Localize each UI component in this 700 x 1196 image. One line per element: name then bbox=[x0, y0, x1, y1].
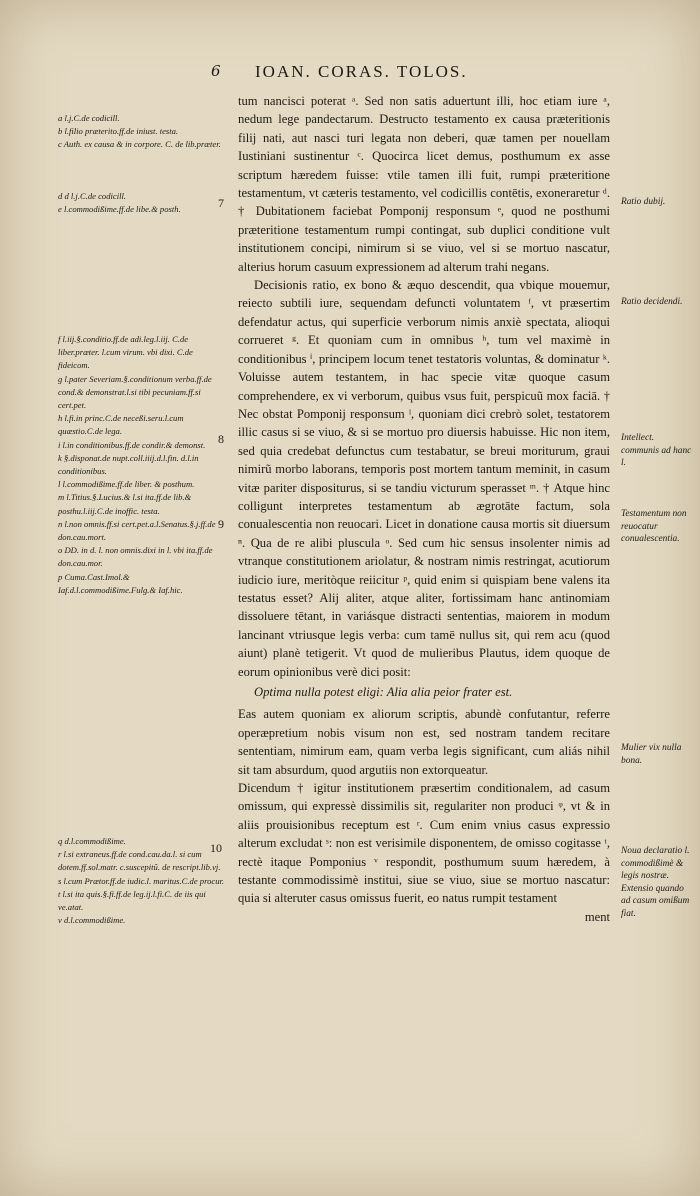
margin-heading: Intellect. communis ad hanc l. bbox=[621, 433, 692, 469]
section-number: 10 bbox=[210, 841, 222, 855]
margin-heading: Mulier vix nulla bona. bbox=[621, 743, 682, 766]
verse-quotation: Optima nulla potest eligi: Alia alia peior frater est. bbox=[254, 685, 513, 699]
running-head: IOAN. CORAS. TOLOS. bbox=[255, 62, 468, 81]
paragraph: Dicendum † igitur institutionem præsertim conditionalem, ad casum omissum, qui expressè dissimilis sit, regulariter non produci ᵠ, vt & in aliis prouisionibus receptum est ʳ. Cum enim vnius casus expressio alterum excludat ˢ: non est verisimile disponentem, de omisso cogitasse ᵗ, rectè itaque Pomponius ᵛ respondit, posthumum suum hæredem, à testante commodissimè institui, siue se viuo, siue se mortuo nascatur: quia si alteruter casus omissus fuerit, eo natus rumpit testament bbox=[238, 781, 610, 906]
margin-heading: Testamentum non reuocatur conualescentia. bbox=[621, 509, 687, 545]
margin-note-group: f l.iij.§.conditio.ff.de adi.leg.l.iij. C.de liber.præter. l.cum virum. vbi dixi. C.de fideicom. g l.pater Severiam.§.conditionum verba.ff.de cond.& demonstrat.l.si tibi pecuniam.ff.si cert.pet. h l.fi.in princ.C.de neceßi.seru.l.cum quæstio.C.de lega. i l.in conditionibus.ff.de condir.& demonst. k §.disponat.de nupt.coll.iiij.d.l.fin. d.l.in conditionibus. l l.commodißime.ff.de liber. & posthum. m l.Titius.§.Lucius.& l.si ita.ff.de lib.& posthu.l.iij.C.de inoffic. testa. n l.non omnis.ff.si cert.pet.a.l.Senatus.§.j.ff.de don.cau.mort. o DD. in d. l. non omnis.dixi in l. vbi ita.ff.de don.cau.mor. p Cuma.Cast.Imol.& Iaf.d.l.commodißime.Fulg.& Iaf.hic. bbox=[58, 334, 216, 595]
paragraph: tum nancisci poterat ᵃ. Sed non satis aduertunt illi, hoc etiam iure ᵃ, nedum lege pandectarum. Destructo testamento ex causa præteritionis filij nati, aut nasci turi legata non deberi, quæ tamen per nouellam Iustiniani sustinentur ᶜ. Quocirca licet demus, posthumum ex asse scriptum hæredem fuisse: vtile tamen illi fuit, rumpi præteritione testamentum, vt cæteris testamento, vel codicillis contētis, exoneraretur ᵈ. † Dubitationem faciebat Pomponij responsum ᵉ, quod ne posthumi præteritione testamentum rumpi contingat, sub duplici conditione vult institutionem concipi, nimirum si se viuo, vel si se mortuo nascatur, alterius horum casuum expressionem ad alterum trahi negans. bbox=[238, 94, 610, 274]
margin-heading: Ratio dubij. bbox=[621, 197, 666, 207]
catchword: ment bbox=[584, 909, 610, 924]
folio-number: 6 bbox=[211, 62, 221, 80]
margin-note-group: q d.l.commodißime. r l.si extraneus.ff.de cond.cau.da.l. si cum dotem.ff.sol.matr. c.suscepitũ. de rescript.lib.vj. s l.cum Prætor.ff.de iudic.l. maritus.C.de procur. t l.si ita quis.§.fi.ff.de leg.ij.l.fi.C. de iis qui ve.atat. v d.l.commodißime. bbox=[58, 836, 225, 926]
section-number: 7 bbox=[218, 196, 224, 210]
section-number: 9 bbox=[218, 517, 224, 531]
paragraph: Eas autem quoniam ex aliorum scriptis, abundè confutantur, referre operæpretium nobis visum non est, sed nostram tandem recitare sententiam, nimirum eam, quam verba legis significant, cum aliás nihil sit tam absurdum, quod argutiis non extorqueatur. bbox=[238, 707, 610, 777]
margin-note-group: d d l.j.C.de codicill. e l.commodißime.ff.de libe.& posth. bbox=[58, 191, 181, 215]
section-number: 8 bbox=[218, 432, 224, 446]
margin-heading: Noua declaratio l. commodißimè & legis nostræ. Extensio quando ad casum omißum fiat. bbox=[621, 846, 690, 919]
main-text-column bbox=[238, 92, 610, 926]
paragraph: Decisionis ratio, ex bono & æquo descendit, qua vbique mouemur, reiecto subtili iure, sequendam defuncti voluntatem ᶠ, vt præsertim defendatur actus, qui superficie verborum nimis anxiè spectata, alioqui corrueret ᵍ. Et quoniam cum in omnibus ʰ, tum vel maximè in conditionibus ⁱ, principem locum tenet testatoris voluntas, & dominatur ᵏ. Voluisse autem testantem, in hac specie vitæ quoque casum comprehendere, ex vi verborum, quibus vsus fuit, perspicuũ mox faciā. † Nec obstat Pomponij responsum ˡ, quoniam dici crebrò solet, testatorem illic casus si se viuo, & si se mortuo pro diuersis habuisse. Hic non item, sed quia credebat defunctus cum testabatur, se breui moriturum, graui nimirũ morbo laborans, temporis post mortem tantum meminit, in casum vitæ pariter dispositurus, si se tandiu victurum sperasset ᵐ. † Atque hinc colligunt interpretes testamentum ab ægrotāte factum, sola conualescentia non reuocari. Licet in donatione causa mortis sit diuersum ⁿ. Qua de re alibi pluscula ᵒ. Sed cum hic sensus insolenter nimis ad vtranque constitutionem ariolatur, & nostram nimis restringat, acutiorum iudicio iure, meritòque reiicitur ᵖ, quid enim si quispiam bene valens ita testatus esset? Alij aliter, atque aliter, fortissimam hanc antinomiam dissoluere tētant, in variásque distracti sententias, maiorem in modum lancinant vtriusque legis verba: cum tamē nullus sit, qui rem acu (quod aiunt) planè tetigerit. Vt quod de mulieribus Plautus, idem quoque de eorum opinionibus verè dici posit: bbox=[238, 278, 610, 679]
margin-note-group: a l.j.C.de codicill. b l.filio præterito.ff.de iniust. testa. c Auth. ex causa & in corpore. C. de lib.præter. bbox=[58, 113, 221, 150]
margin-heading: Ratio decidendi. bbox=[621, 297, 683, 307]
page-header bbox=[0, 62, 700, 84]
